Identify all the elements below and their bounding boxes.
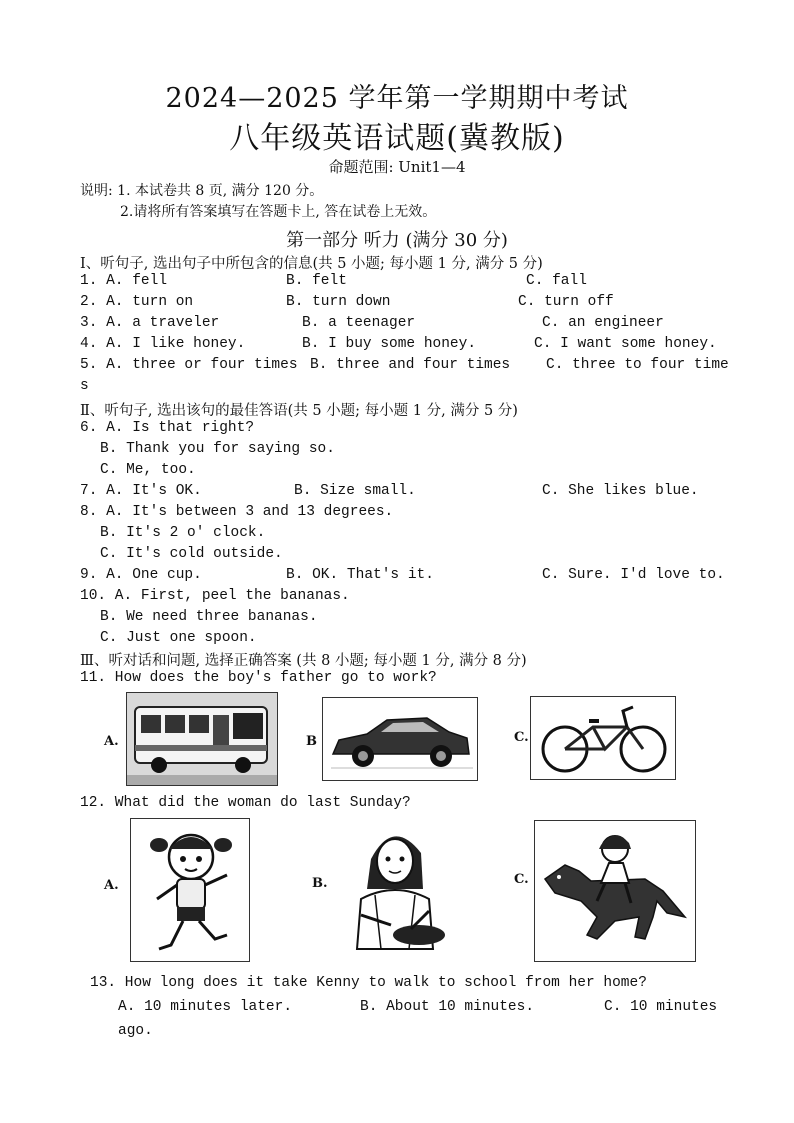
q11-label-a: A. <box>104 734 119 749</box>
q13-option-c-wrap: ago. <box>118 1023 153 1039</box>
q13-option-b: B. About 10 minutes. <box>360 999 535 1015</box>
q10-option-c: C. Just one spoon. <box>100 630 257 646</box>
q1-option-c: C. fall <box>526 273 587 289</box>
q13-question: 13. How long does it take Kenny to walk to school from her home? <box>90 975 647 991</box>
bicycle-icon <box>531 697 675 779</box>
q9-option-c: C. Sure. I'd love to. <box>542 567 725 583</box>
q13-option-c: C. 10 minutes <box>604 999 718 1015</box>
q7-option-c: C. She likes blue. <box>542 483 699 499</box>
q5-option-a: 5. A. three or four times <box>80 357 298 373</box>
q4-option-b: B. I buy some honey. <box>302 336 477 352</box>
car-icon <box>323 698 477 780</box>
bicycle-image <box>530 696 676 780</box>
q12-label-c: C. <box>514 872 529 887</box>
q3-option-a: 3. A. a traveler <box>80 315 220 331</box>
note-line-2: 2.请将所有答案填写在答题卡上, 答在试卷上无效。 <box>120 204 437 220</box>
q13-option-a: A. 10 minutes later. <box>118 999 293 1015</box>
q9-option-b: B. OK. That's it. <box>286 567 434 583</box>
section1-title: Ⅰ、听句子, 选出句子中所包含的信息(共 5 小题; 每小题 1 分, 满分 5 分) <box>80 256 543 272</box>
q5-option-c-wrap: s <box>80 378 89 394</box>
q11-label-c: C. <box>514 730 529 745</box>
q6-option-b: B. Thank you for saying so. <box>100 441 335 457</box>
exam-scope: 命题范围: Unit1—4 <box>328 158 466 176</box>
running-girl-image <box>130 818 250 962</box>
part1-title: 第一部分 听力 (满分 30 分) <box>286 230 508 251</box>
q7-option-a: 7. A. It's OK. <box>80 483 202 499</box>
q8-option-a: 8. A. It's between 3 and 13 degrees. <box>80 504 394 520</box>
q1-option-b: B. felt <box>286 273 347 289</box>
q10-option-b: B. We need three bananas. <box>100 609 318 625</box>
bus-image <box>126 692 278 786</box>
q7-option-b: B. Size small. <box>294 483 416 499</box>
section2-title: Ⅱ、听句子, 选出该句的最佳答语(共 5 小题; 每小题 1 分, 满分 5 分) <box>80 403 518 419</box>
q10-option-a: 10. A. First, peel the bananas. <box>80 588 350 604</box>
section3-title: Ⅲ、听对话和问题, 选择正确答案 (共 8 小题; 每小题 1 分, 满分 8 分) <box>80 653 527 669</box>
q8-option-b: B. It's 2 o' clock. <box>100 525 266 541</box>
q12-label-a: A. <box>104 878 119 893</box>
q1-option-a: 1. A. fell <box>80 273 168 289</box>
q2-option-b: B. turn down <box>286 294 391 310</box>
cooking-woman-image <box>330 818 456 960</box>
running-girl-icon <box>131 819 249 961</box>
q3-option-b: B. a teenager <box>302 315 416 331</box>
horse-riding-icon <box>535 821 695 961</box>
exam-title: 2024—2025 学年第一学期期中考试 <box>165 83 629 114</box>
q4-option-a: 4. A. I like honey. <box>80 336 246 352</box>
bus-icon <box>127 693 277 785</box>
horse-riding-image <box>534 820 696 962</box>
q12-question: 12. What did the woman do last Sunday? <box>80 795 411 811</box>
q6-option-a: 6. A. Is that right? <box>80 420 255 436</box>
cooking-woman-icon <box>331 819 455 959</box>
q4-option-c: C. I want some honey. <box>534 336 717 352</box>
q9-option-a: 9. A. One cup. <box>80 567 202 583</box>
note-line-1: 说明: 1. 本试卷共 8 页, 满分 120 分。 <box>80 183 324 199</box>
q5-option-b: B. three and four times <box>310 357 511 373</box>
q6-option-c: C. Me, too. <box>100 462 196 478</box>
q2-option-c: C. turn off <box>518 294 614 310</box>
exam-subtitle: 八年级英语试题(冀教版) <box>229 121 565 156</box>
q2-option-a: 2. A. turn on <box>80 294 194 310</box>
q8-option-c: C. It's cold outside. <box>100 546 283 562</box>
q3-option-c: C. an engineer <box>542 315 664 331</box>
q11-question: 11. How does the boy's father go to work? <box>80 670 437 686</box>
q5-option-c: C. three to four time <box>546 357 729 373</box>
q11-label-b: B <box>306 734 317 749</box>
car-image <box>322 697 478 781</box>
q12-label-b: B. <box>312 876 328 891</box>
